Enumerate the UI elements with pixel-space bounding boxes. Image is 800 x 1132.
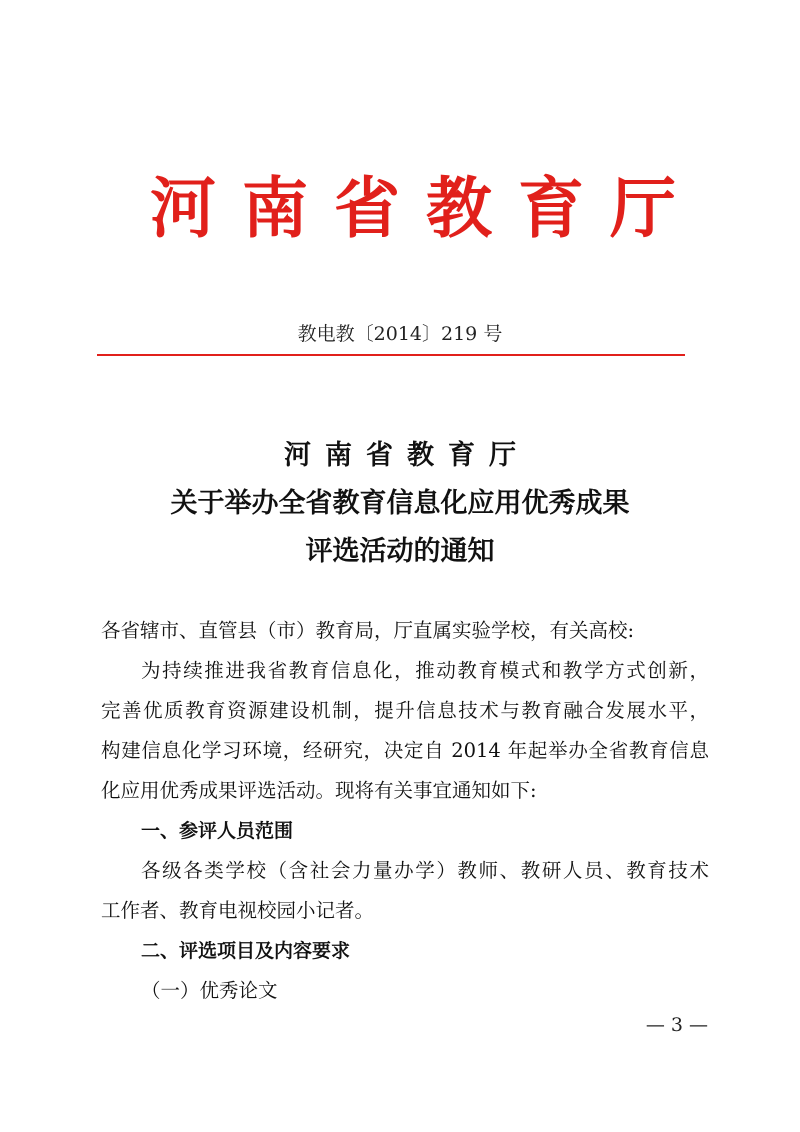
subsection-heading-1: （一）优秀论文	[141, 979, 278, 1002]
paragraph-2-line-2: 工作者、教育电视校园小记者。	[101, 899, 375, 922]
notice-title	[0, 432, 800, 576]
section-heading-1: 一、参评人员范围	[141, 820, 294, 842]
notice-body	[101, 611, 709, 1011]
document-number: 教电教〔2014〕219 号	[297, 323, 503, 345]
paragraph-2-line-1: 各级各类学校（含社会力量办学）教师、教研人员、教育技术	[141, 859, 709, 882]
red-divider-line	[97, 354, 685, 356]
paragraph-1-line-2: 完善优质教育资源建设机制，提升信息技术与教育融合发展水平，	[101, 699, 709, 722]
paragraph-1-line-1: 为持续推进我省教育信息化，推动教育模式和教学方式创新，	[141, 659, 709, 682]
title-line-subject: 关于举办全省教育信息化应用优秀成果	[170, 488, 630, 519]
section-heading-2: 二、评选项目及内容要求	[141, 940, 351, 962]
title-line-issuer: 河南省教育厅	[284, 440, 530, 471]
salutation: 各省辖市、直管县（市）教育局，厅直属实验学校，有关高校:	[101, 619, 635, 642]
page-number: — 3 —	[645, 1014, 708, 1036]
paragraph-1-line-4: 化应用优秀成果评选活动。现将有关事宜通知如下:	[101, 779, 537, 802]
issuer-header: 河南省教育厅	[150, 169, 702, 247]
paragraph-1-line-3: 构建信息化学习环境，经研究，决定自 2014 年起举办全省教育信息	[101, 739, 709, 762]
title-line-subject-end: 评选活动的通知	[305, 536, 495, 567]
